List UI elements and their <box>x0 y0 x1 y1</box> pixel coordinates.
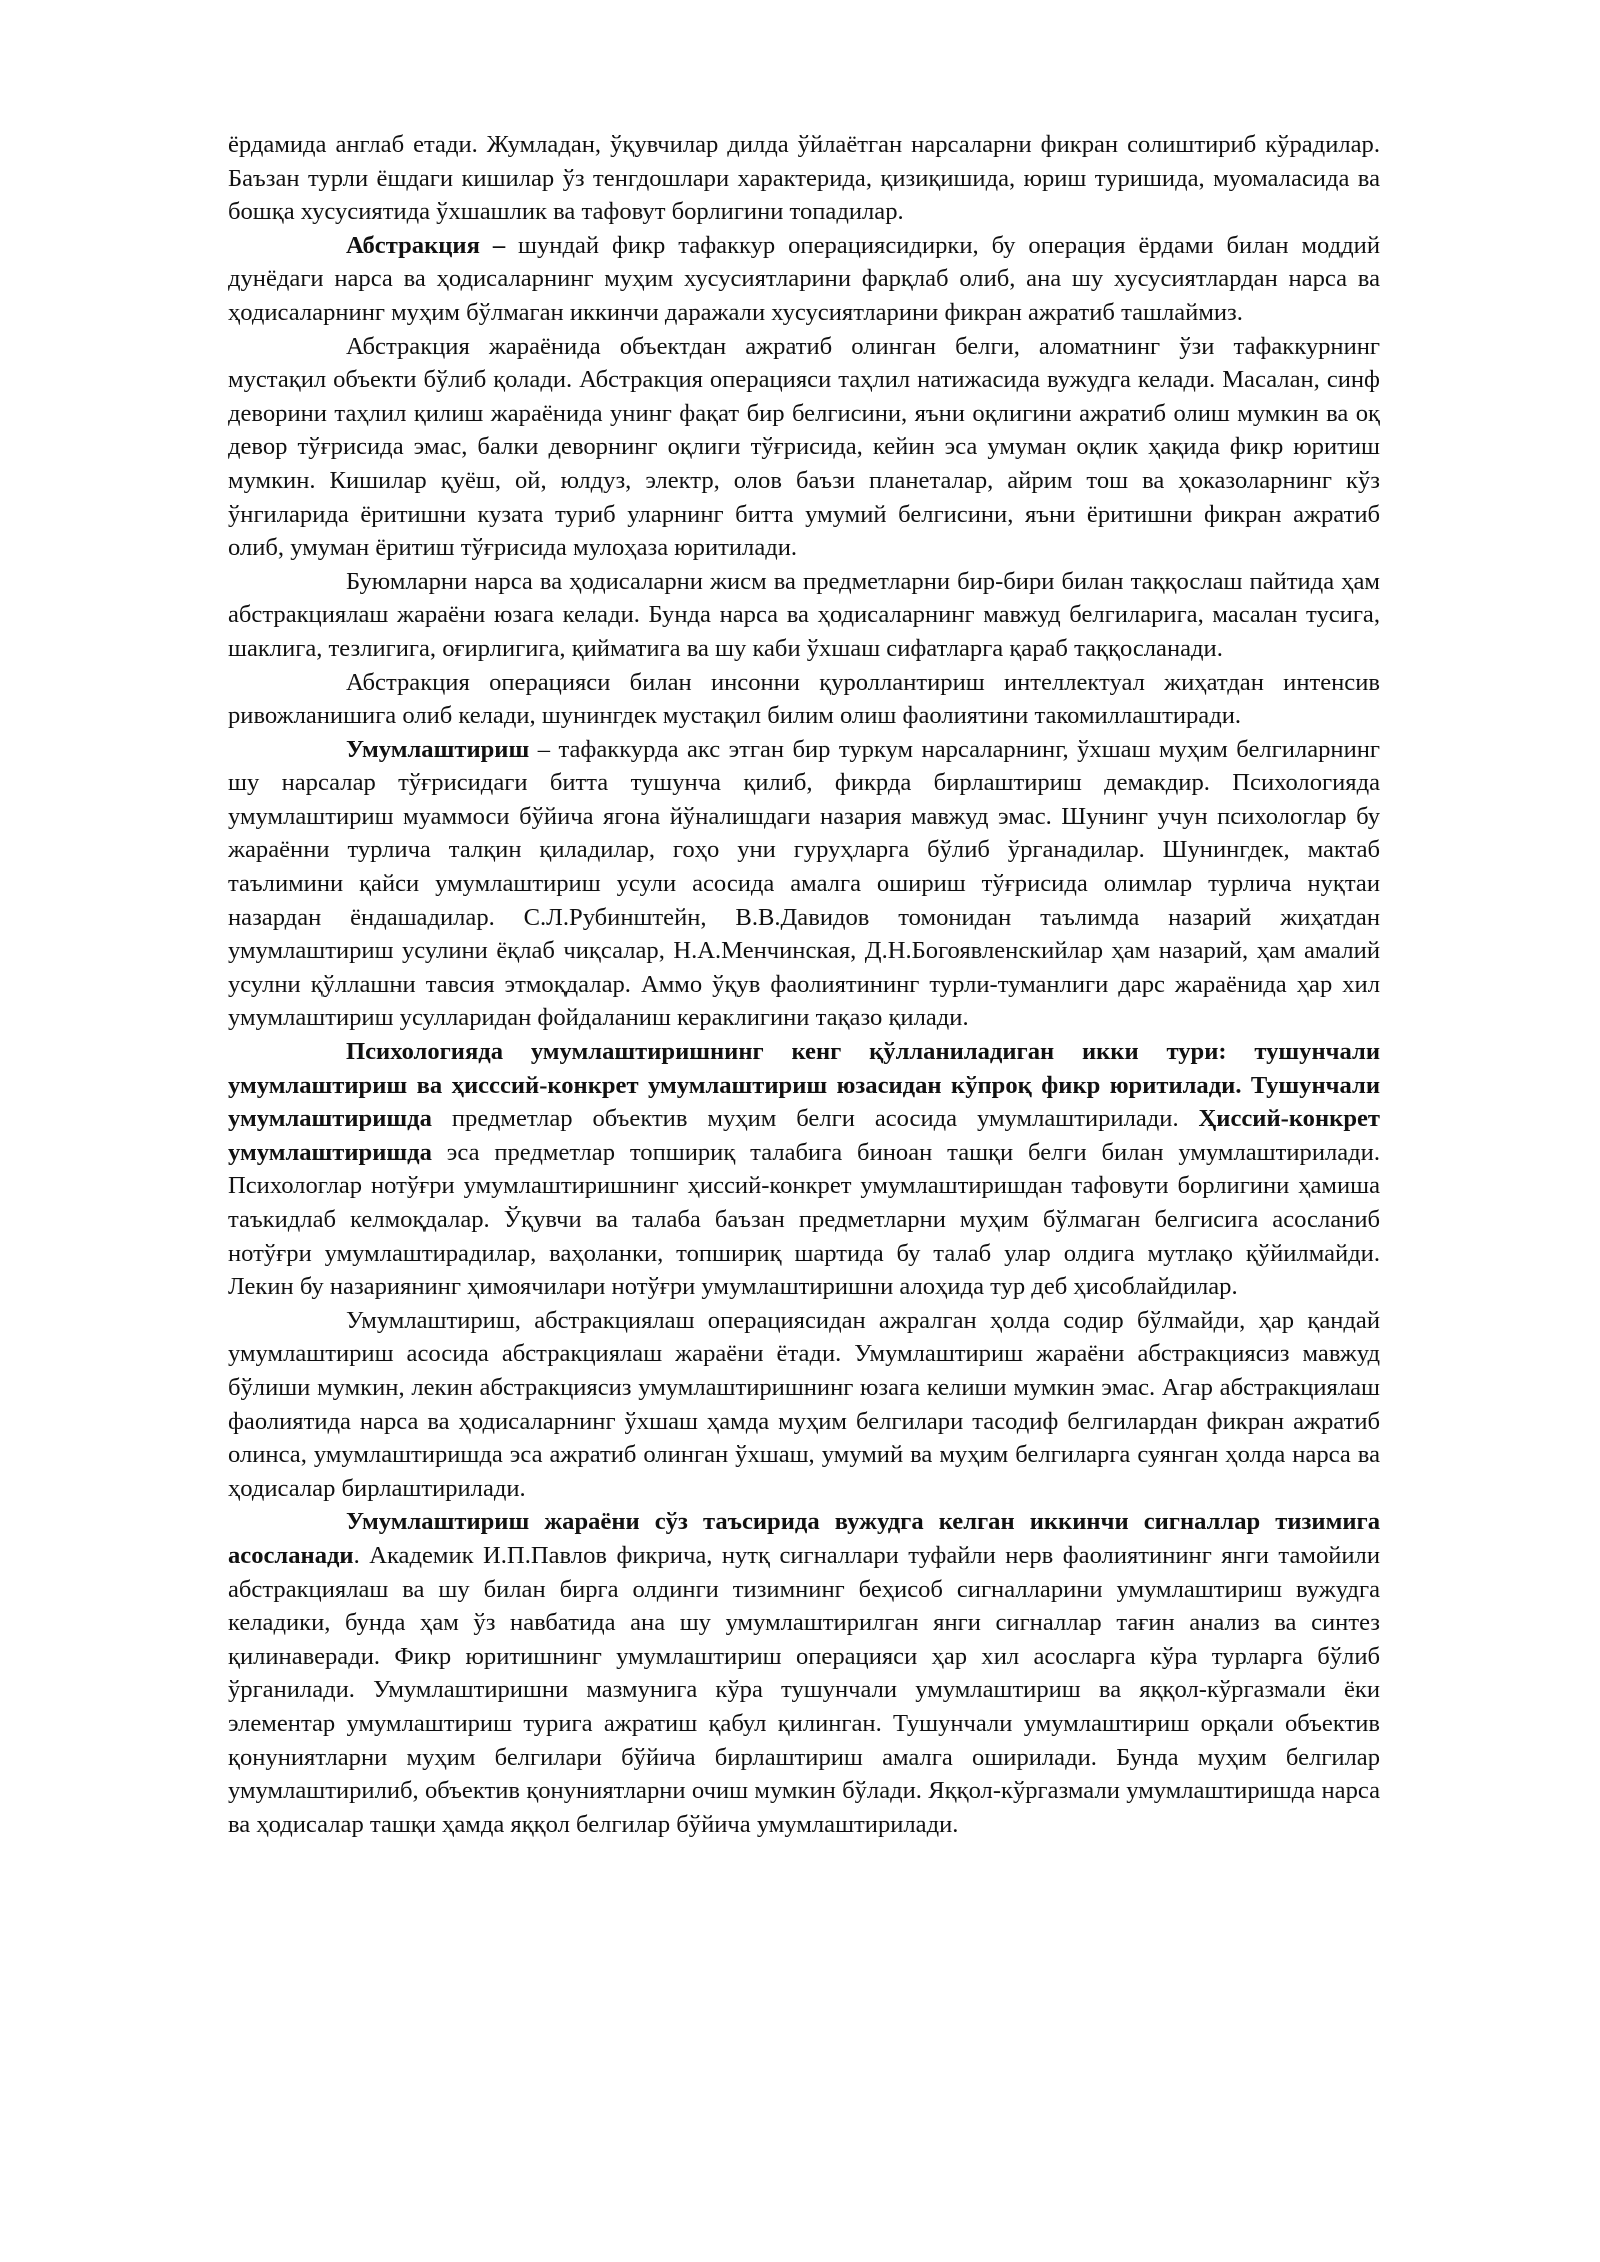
text-run: Буюмларни нарса ва ҳодисаларни жисм ва предметларни бир-бири билан таққослаш пайтида ҳам абстракциялаш жараёни юзага келади. Бунда нарса ва ҳодисаларнинг мавжуд белгиларига, масалан тусига, шаклига, тезлигига, оғирлигига, қийматига ва шу каби ўхшаш сифатларга қараб таққосланади. <box>228 567 1380 662</box>
bold-text-run: Психологияда умумлаштиришнинг кенг қўлланиладиган икки тури: тушунчали умумлаштириш ва ҳисссий-конкрет умумлаштириш юзасидан кўпроқ фикр юритилади. Тушунчали умумлаштиришда <box>228 1038 1380 1133</box>
text-run: Абстракция жараёнида объектдан ажратиб олинган белги, аломатнинг ўзи тафаккурнинг мустақил объекти бўлиб қолади. Абстракция операцияси таҳлил натижасида вужудга келади. Масалан, синф деворини таҳлил қилиш жараёнида унинг фақат бир белгисини, яъни оқлигини ажратиб олиш мумкин ва оқ девор тўғрисида эмас, балки деворнинг оқлиги тўғрисида, кейин эса умуман оқлик ҳақида фикр юритиш мумкин. Кишилар қуёш, ой, юлдуз, электр, олов баъзи планеталар, айрим тош ва ҳоказоларнинг кўз ўнгиларида ёритишни кузата туриб уларнинг битта умумий белгисини, яъни ёритишни фикран ажратиб олиб, умуман ёритиш тўғрисида мулоҳаза юритилади. <box>228 332 1380 562</box>
text-run: . Академик И.П.Павлов фикрича, нутқ сигналлари туфайли нерв фаолиятининг янги тамойили абстракциялаш ва шу билан бирга олдинги тизимнинг беҳисоб сигналларини умумлаштириш вужудга келадики, бунда ҳам ўз навбатида ана шу умумлаштирилган янги сигналлар тағин анализ ва синтез қилинаверади. Фикр юритишнинг умумлаштириш операцияси ҳар хил асосларга кўра турларга бўлиб ўрганилади. Умумлаштиришни мазмунига кўра тушунчали умумлаштириш ва яққол-кўргазмали ёки элементар умумлаштириш турига ажратиш қабул қилинган. Тушунчали умумлаштириш орқали объектив қонуниятларни муҳим белгилари бўйича бирлаштириш амалга оширилади. Бунда муҳим белгилар умумлаштирилиб, объектив қонуниятларни очиш мумкин бўлади. Яққол-кўргазмали умумлаштиришда нарса ва ҳодисалар ташқи ҳамда яққол белгилар бўйича умумлаштирилади. <box>228 1541 1380 1838</box>
text-run: ёрдамида англаб етади. Жумладан, ўқувчилар дилда ўйлаётган нарсаларни фикран солиштириб кўрадилар. Баъзан турли ёшдаги кишилар ўз тенгдошлари характерида, қизиқишида, юриш туришида, муомаласида ва бошқа хусусиятида ўхшашлик ва тафовут борлигини топадилар. <box>228 131 1380 226</box>
paragraph-abstraction-definition <box>228 229 1380 330</box>
paragraph-generalization-types <box>228 1035 1380 1304</box>
paragraph <box>228 1304 1380 1506</box>
text-run: шундай фикр тафаккур операциясидирки, бу операция ёрдами билан моддий дунёдаги нарса ва ҳодисаларнинг муҳим хусусиятларини фарқлаб олиб, ана шу хусусиятлардан нарса ва ҳодисаларнинг муҳим бўлмаган иккинчи даражали хусусиятларини фикран ажратиб ташлаймиз. <box>228 231 1380 326</box>
paragraph <box>228 565 1380 666</box>
term-abstraction: Абстракция – <box>346 231 506 259</box>
paragraph-generalization-definition <box>228 733 1380 1035</box>
paragraph <box>228 128 1380 229</box>
term-sensory-concrete: Ҳиссий-конкрет умумлаштиришда <box>228 1105 1380 1166</box>
paragraph <box>228 330 1380 565</box>
paragraph <box>228 666 1380 733</box>
document-page <box>228 128 1380 1841</box>
text-run: Умумлаштириш, абстракциялаш операциясидан ажралган ҳолда содир бўлмайди, ҳар қандай умумлаштириш асосида абстракциялаш жараёни ётади. Умумлаштириш жараёни абстракциясиз мавжуд бўлиши мумкин, лекин абстракциясиз умумлаштиришнинг юзага келиши мумкин эмас. Агар абстракциялаш фаолиятида нарса ва ҳодисаларнинг ўхшаш ҳамда муҳим белгилари тасодиф белгилардан фикран ажратиб олинса, умумлаштиришда эса ажратиб олинган ўхшаш, умумий ва муҳим белгиларга суянган ҳолда нарса ва ҳодисалар бирлаштирилади. <box>228 1306 1380 1502</box>
term-generalization: Умумлаштириш <box>346 735 530 763</box>
paragraph-second-signal-system <box>228 1505 1380 1841</box>
text-run: Абстракция операцияси билан инсонни қуроллантириш интеллектуал жиҳатдан интенсив ривожланишига олиб келади, шунингдек мустақил билим олиш фаолиятини такомиллаштиради. <box>228 668 1380 730</box>
text-run: эса предметлар топшириқ талабига биноан ташқи белги билан умумлаштирилади. Психологлар нотўғри умумлаштиришнинг ҳиссий-конкрет умумлаштиришдан тафовути борлигини ҳамиша таъкидлаб келмоқдалар. Ўқувчи ва талаба баъзан предметларни муҳим бўлмаган белгисига асосланиб нотўғри умумлаштирадилар, ваҳоланки, топшириқ шартида бу талаб улар олдига мутлақо қўйилмайди. Лекин бу назариянинг ҳимоячилари нотўғри умумлаштиришни алоҳида тур деб ҳисоблайдилар. <box>228 1138 1380 1301</box>
text-run: – тафаккурда акс этган бир туркум нарсаларнинг, ўхшаш муҳим белгиларнинг шу нарсалар тўғрисидаги битта тушунча қилиб, фикрда бирлаштириш демакдир. Психологияда умумлаштириш муаммоси бўйича ягона йўналишдаги назария мавжуд эмас. Шунинг учун психологлар бу жараённи турлича талқин қиладилар, гоҳо уни гуруҳларга бўлиб ўрганадилар. Шунингдек, мактаб таълимини қайси умумлаштириш усули асосида амалга ошириш тўғрисида олимлар турлича нуқтаи назардан ёндашадилар. С.Л.Рубинштейн, В.В.Давидов томонидан таълимда назарий жиҳатдан умумлаштириш усулини ёқлаб чиқсалар, Н.А.Менчинская, Д.Н.Богоявленскийлар ҳам назарий, ҳам амалий усулни қўллашни тавсия этмоқдалар. Аммо ўқув фаолиятининг турли-туманлиги дарс жараёнида ҳар хил умумлаштириш усулларидан фойдаланиш кераклигини тақазо қилади. <box>228 735 1380 1032</box>
bold-text-run: Умумлаштириш жараёни сўз таъсирида вужудга келган иккинчи сигналлар тизимига асосланади <box>228 1508 1380 1569</box>
text-run: предметлар объектив муҳим белги асосида умумлаштирилади. <box>431 1105 1199 1133</box>
